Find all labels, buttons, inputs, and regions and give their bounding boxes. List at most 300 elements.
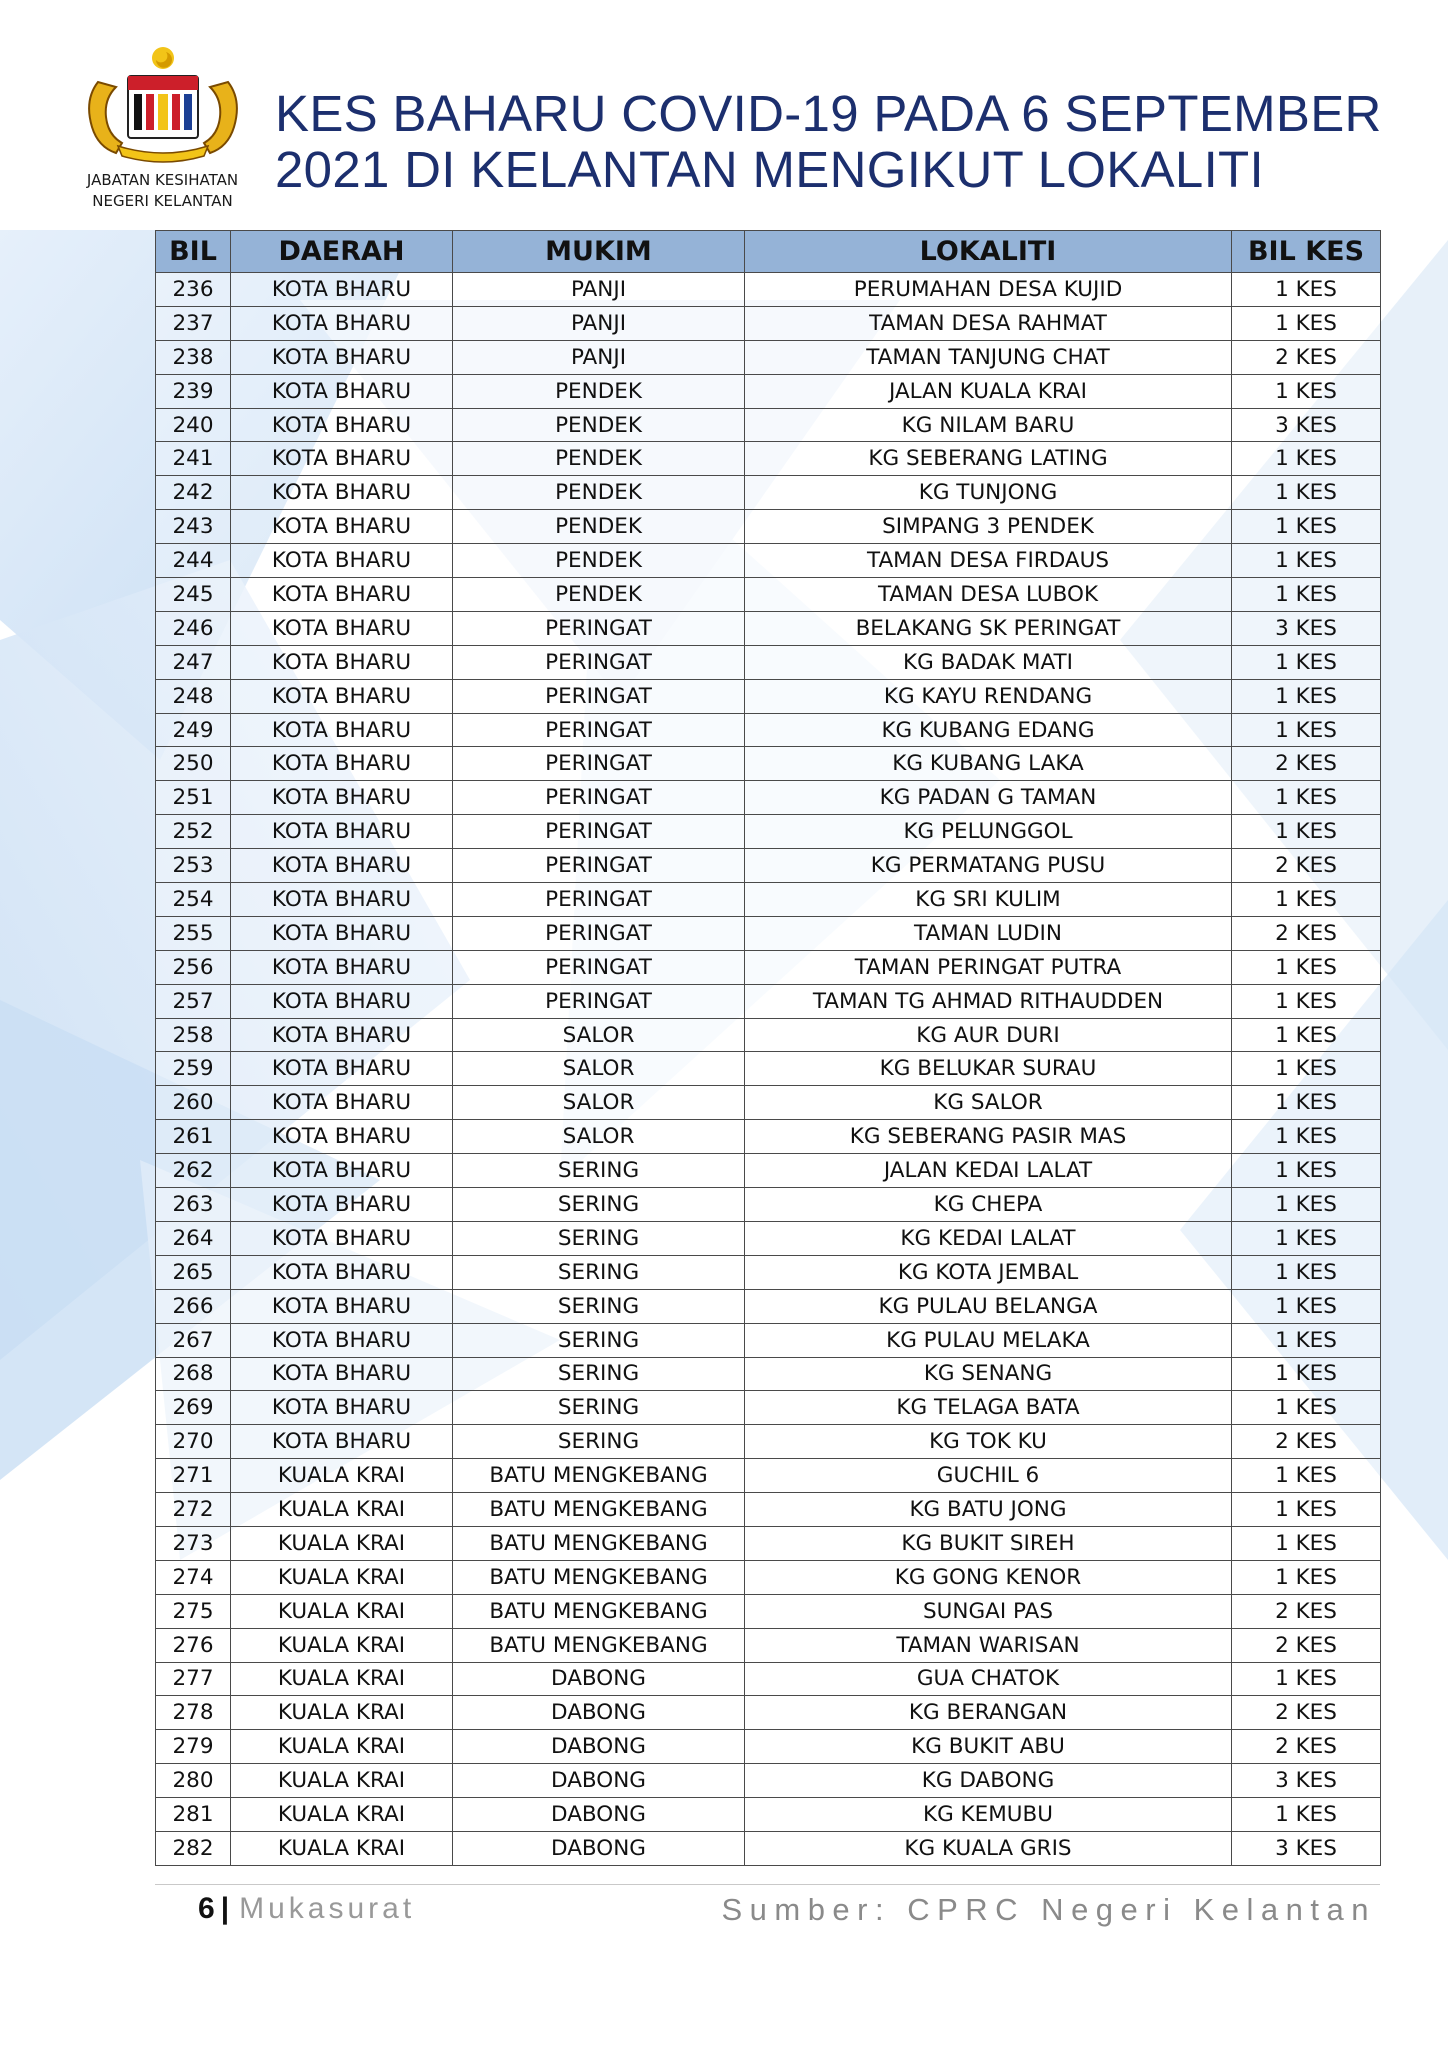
cell-bil-kes: 1 KES xyxy=(1232,1493,1381,1527)
table-row xyxy=(156,747,1381,781)
cell-mukim: SERING xyxy=(453,1425,745,1459)
page-label: Mukasurat xyxy=(239,1892,416,1925)
table-row xyxy=(156,374,1381,408)
cell-lokaliti: KG KAYU RENDANG xyxy=(745,679,1232,713)
table-row xyxy=(156,1628,1381,1662)
cell-mukim: PERINGAT xyxy=(453,747,745,781)
table-row xyxy=(156,1120,1381,1154)
cell-daerah: KUALA KRAI xyxy=(231,1459,453,1493)
cell-daerah: KOTA BHARU xyxy=(231,476,453,510)
cell-mukim: PERINGAT xyxy=(453,849,745,883)
cases-table xyxy=(155,230,1381,1866)
cell-mukim: PERINGAT xyxy=(453,950,745,984)
page-title xyxy=(275,86,1395,198)
cell-bil-kes: 1 KES xyxy=(1232,1391,1381,1425)
cell-bil: 242 xyxy=(156,476,231,510)
cell-bil-kes: 3 KES xyxy=(1232,611,1381,645)
cell-mukim: BATU MENGKEBANG xyxy=(453,1526,745,1560)
cell-mukim: PENDEK xyxy=(453,374,745,408)
cell-mukim: SALOR xyxy=(453,1120,745,1154)
cell-mukim: BATU MENGKEBANG xyxy=(453,1493,745,1527)
cell-daerah: KUALA KRAI xyxy=(231,1526,453,1560)
cell-bil: 264 xyxy=(156,1221,231,1255)
cell-bil: 278 xyxy=(156,1696,231,1730)
agency-name xyxy=(50,170,275,212)
cell-mukim: SALOR xyxy=(453,1052,745,1086)
cell-bil: 257 xyxy=(156,984,231,1018)
cell-mukim: PERINGAT xyxy=(453,611,745,645)
cell-mukim: SALOR xyxy=(453,1086,745,1120)
cell-lokaliti: KG SRI KULIM xyxy=(745,883,1232,917)
table-row xyxy=(156,1798,1381,1832)
cell-bil-kes: 2 KES xyxy=(1232,916,1381,950)
cell-lokaliti: TAMAN DESA RAHMAT xyxy=(745,306,1232,340)
cell-daerah: KUALA KRAI xyxy=(231,1798,453,1832)
cell-mukim: SERING xyxy=(453,1255,745,1289)
cell-bil: 268 xyxy=(156,1357,231,1391)
cell-lokaliti: KG KOTA JEMBAL xyxy=(745,1255,1232,1289)
cell-daerah: KOTA BHARU xyxy=(231,713,453,747)
cell-bil: 279 xyxy=(156,1730,231,1764)
cell-daerah: KOTA BHARU xyxy=(231,1052,453,1086)
cell-bil-kes: 1 KES xyxy=(1232,1120,1381,1154)
cell-bil-kes: 1 KES xyxy=(1232,1018,1381,1052)
table-row xyxy=(156,1018,1381,1052)
cell-lokaliti: KG KUBANG EDANG xyxy=(745,713,1232,747)
cell-bil: 236 xyxy=(156,273,231,307)
table-row xyxy=(156,1255,1381,1289)
cell-bil-kes: 2 KES xyxy=(1232,340,1381,374)
cell-lokaliti: TAMAN TANJUNG CHAT xyxy=(745,340,1232,374)
table-row xyxy=(156,984,1381,1018)
cell-mukim: PERINGAT xyxy=(453,679,745,713)
cell-daerah: KOTA BHARU xyxy=(231,984,453,1018)
cell-lokaliti: BELAKANG SK PERINGAT xyxy=(745,611,1232,645)
cell-bil: 237 xyxy=(156,306,231,340)
cell-lokaliti: KG KEMUBU xyxy=(745,1798,1232,1832)
table-row xyxy=(156,510,1381,544)
cell-lokaliti: KG TELAGA BATA xyxy=(745,1391,1232,1425)
cell-lokaliti: KG KEDAI LALAT xyxy=(745,1221,1232,1255)
footer-separator: | xyxy=(220,1892,230,1925)
cell-lokaliti: GUA CHATOK xyxy=(745,1662,1232,1696)
cell-daerah: KOTA BHARU xyxy=(231,1357,453,1391)
cell-lokaliti: KG PELUNGGOL xyxy=(745,815,1232,849)
cell-daerah: KUALA KRAI xyxy=(231,1764,453,1798)
cell-mukim: PERINGAT xyxy=(453,883,745,917)
cell-daerah: KOTA BHARU xyxy=(231,1188,453,1222)
cell-daerah: KOTA BHARU xyxy=(231,611,453,645)
cell-lokaliti: TAMAN PERINGAT PUTRA xyxy=(745,950,1232,984)
table-row xyxy=(156,645,1381,679)
cell-bil-kes: 1 KES xyxy=(1232,1798,1381,1832)
cell-bil: 244 xyxy=(156,544,231,578)
cell-lokaliti: GUCHIL 6 xyxy=(745,1459,1232,1493)
cell-lokaliti: KG BUKIT SIREH xyxy=(745,1526,1232,1560)
table-row xyxy=(156,1154,1381,1188)
cell-bil: 247 xyxy=(156,645,231,679)
table-row xyxy=(156,713,1381,747)
cell-bil-kes: 1 KES xyxy=(1232,1221,1381,1255)
cell-bil-kes: 2 KES xyxy=(1232,1628,1381,1662)
cell-bil-kes: 3 KES xyxy=(1232,1764,1381,1798)
cell-daerah: KOTA BHARU xyxy=(231,340,453,374)
cell-daerah: KOTA BHARU xyxy=(231,849,453,883)
cell-bil: 273 xyxy=(156,1526,231,1560)
cell-bil-kes: 1 KES xyxy=(1232,510,1381,544)
table-row xyxy=(156,781,1381,815)
cell-daerah: KOTA BHARU xyxy=(231,1255,453,1289)
cell-bil: 252 xyxy=(156,815,231,849)
agency-line-1: JABATAN KESIHATAN xyxy=(86,171,239,189)
cell-lokaliti: KG BERANGAN xyxy=(745,1696,1232,1730)
cell-daerah: KOTA BHARU xyxy=(231,544,453,578)
cell-bil: 256 xyxy=(156,950,231,984)
cell-bil: 282 xyxy=(156,1831,231,1865)
cell-bil: 248 xyxy=(156,679,231,713)
cell-bil: 250 xyxy=(156,747,231,781)
cell-mukim: SALOR xyxy=(453,1018,745,1052)
page-header xyxy=(0,0,1448,230)
cell-daerah: KUALA KRAI xyxy=(231,1594,453,1628)
cell-mukim: DABONG xyxy=(453,1831,745,1865)
cell-bil: 276 xyxy=(156,1628,231,1662)
table-row xyxy=(156,1493,1381,1527)
table-row xyxy=(156,1221,1381,1255)
title-line-2: 2021 DI KELANTAN MENGIKUT LOKALITI xyxy=(275,141,1264,198)
cell-bil-kes: 1 KES xyxy=(1232,1459,1381,1493)
cell-lokaliti: SIMPANG 3 PENDEK xyxy=(745,510,1232,544)
cell-bil-kes: 2 KES xyxy=(1232,1730,1381,1764)
cell-lokaliti: KG CHEPA xyxy=(745,1188,1232,1222)
cell-bil: 240 xyxy=(156,408,231,442)
cell-bil-kes: 2 KES xyxy=(1232,849,1381,883)
cell-lokaliti: JALAN KUALA KRAI xyxy=(745,374,1232,408)
cell-bil: 238 xyxy=(156,340,231,374)
table-row xyxy=(156,273,1381,307)
table-row xyxy=(156,306,1381,340)
cell-lokaliti: KG SENANG xyxy=(745,1357,1232,1391)
cell-daerah: KOTA BHARU xyxy=(231,815,453,849)
cell-bil-kes: 1 KES xyxy=(1232,306,1381,340)
cell-lokaliti: TAMAN DESA LUBOK xyxy=(745,578,1232,612)
cell-mukim: BATU MENGKEBANG xyxy=(453,1459,745,1493)
cell-bil-kes: 1 KES xyxy=(1232,1255,1381,1289)
column-header-bil: BIL xyxy=(156,231,231,273)
table-row xyxy=(156,408,1381,442)
cell-bil-kes: 1 KES xyxy=(1232,476,1381,510)
cell-daerah: KOTA BHARU xyxy=(231,408,453,442)
table-row xyxy=(156,476,1381,510)
cell-daerah: KUALA KRAI xyxy=(231,1730,453,1764)
cell-mukim: PERINGAT xyxy=(453,984,745,1018)
cases-table-container xyxy=(155,230,1380,1866)
cell-bil-kes: 1 KES xyxy=(1232,713,1381,747)
cell-bil: 267 xyxy=(156,1323,231,1357)
table-row xyxy=(156,950,1381,984)
cell-bil-kes: 1 KES xyxy=(1232,1154,1381,1188)
table-row xyxy=(156,1357,1381,1391)
cell-lokaliti: KG KUBANG LAKA xyxy=(745,747,1232,781)
table-row xyxy=(156,1594,1381,1628)
cell-daerah: KUALA KRAI xyxy=(231,1628,453,1662)
cell-bil-kes: 1 KES xyxy=(1232,645,1381,679)
table-row xyxy=(156,1188,1381,1222)
cell-bil-kes: 1 KES xyxy=(1232,1526,1381,1560)
cell-mukim: PENDEK xyxy=(453,510,745,544)
table-row xyxy=(156,1662,1381,1696)
cell-daerah: KOTA BHARU xyxy=(231,578,453,612)
table-row xyxy=(156,883,1381,917)
cell-bil-kes: 2 KES xyxy=(1232,1696,1381,1730)
cell-lokaliti: KG BELUKAR SURAU xyxy=(745,1052,1232,1086)
cell-bil: 260 xyxy=(156,1086,231,1120)
cell-lokaliti: KG BUKIT ABU xyxy=(745,1730,1232,1764)
cell-mukim: SERING xyxy=(453,1289,745,1323)
page-number-footer xyxy=(198,1892,415,1932)
cell-bil: 251 xyxy=(156,781,231,815)
cell-daerah: KOTA BHARU xyxy=(231,747,453,781)
table-row xyxy=(156,1526,1381,1560)
cell-mukim: PERINGAT xyxy=(453,781,745,815)
cell-mukim: PERINGAT xyxy=(453,916,745,950)
column-header-mukim: MUKIM xyxy=(453,231,745,273)
cell-mukim: PENDEK xyxy=(453,578,745,612)
table-row xyxy=(156,578,1381,612)
cell-daerah: KOTA BHARU xyxy=(231,273,453,307)
cell-mukim: PENDEK xyxy=(453,442,745,476)
table-row xyxy=(156,611,1381,645)
cell-bil-kes: 1 KES xyxy=(1232,984,1381,1018)
cell-daerah: KUALA KRAI xyxy=(231,1662,453,1696)
table-row xyxy=(156,1831,1381,1865)
cell-daerah: KOTA BHARU xyxy=(231,1086,453,1120)
cell-bil: 245 xyxy=(156,578,231,612)
cell-daerah: KOTA BHARU xyxy=(231,1289,453,1323)
cell-mukim: SERING xyxy=(453,1188,745,1222)
cell-bil: 266 xyxy=(156,1289,231,1323)
cell-bil-kes: 1 KES xyxy=(1232,1560,1381,1594)
cell-bil: 281 xyxy=(156,1798,231,1832)
cell-bil-kes: 1 KES xyxy=(1232,1188,1381,1222)
cell-mukim: PENDEK xyxy=(453,476,745,510)
cell-lokaliti: TAMAN DESA FIRDAUS xyxy=(745,544,1232,578)
cell-bil-kes: 1 KES xyxy=(1232,883,1381,917)
cell-lokaliti: TAMAN LUDIN xyxy=(745,916,1232,950)
table-row xyxy=(156,815,1381,849)
cell-mukim: PANJI xyxy=(453,273,745,307)
cell-mukim: BATU MENGKEBANG xyxy=(453,1560,745,1594)
cell-bil-kes: 2 KES xyxy=(1232,1425,1381,1459)
cell-mukim: SERING xyxy=(453,1154,745,1188)
table-row xyxy=(156,544,1381,578)
cell-bil: 275 xyxy=(156,1594,231,1628)
cell-lokaliti: KG DABONG xyxy=(745,1764,1232,1798)
cell-lokaliti: KG PULAU MELAKA xyxy=(745,1323,1232,1357)
cell-lokaliti: KG PADAN G TAMAN xyxy=(745,781,1232,815)
cell-bil-kes: 1 KES xyxy=(1232,1052,1381,1086)
cell-daerah: KOTA BHARU xyxy=(231,1221,453,1255)
cell-lokaliti: KG TOK KU xyxy=(745,1425,1232,1459)
cell-bil-kes: 2 KES xyxy=(1232,1594,1381,1628)
table-row xyxy=(156,1425,1381,1459)
cell-mukim: BATU MENGKEBANG xyxy=(453,1628,745,1662)
cell-lokaliti: KG PERMATANG PUSU xyxy=(745,849,1232,883)
cell-mukim: DABONG xyxy=(453,1730,745,1764)
table-row xyxy=(156,916,1381,950)
table-row xyxy=(156,1730,1381,1764)
cell-daerah: KOTA BHARU xyxy=(231,916,453,950)
cell-bil-kes: 1 KES xyxy=(1232,544,1381,578)
cell-mukim: BATU MENGKEBANG xyxy=(453,1594,745,1628)
cell-bil: 254 xyxy=(156,883,231,917)
cell-lokaliti: KG NILAM BARU xyxy=(745,408,1232,442)
cell-daerah: KOTA BHARU xyxy=(231,510,453,544)
page-number: 6 xyxy=(198,1892,215,1925)
cell-mukim: PENDEK xyxy=(453,408,745,442)
cell-bil-kes: 1 KES xyxy=(1232,442,1381,476)
cell-bil: 243 xyxy=(156,510,231,544)
cell-mukim: SERING xyxy=(453,1323,745,1357)
cell-mukim: SERING xyxy=(453,1221,745,1255)
cell-bil-kes: 3 KES xyxy=(1232,1831,1381,1865)
cell-lokaliti: JALAN KEDAI LALAT xyxy=(745,1154,1232,1188)
cell-lokaliti: KG AUR DURI xyxy=(745,1018,1232,1052)
footer-divider xyxy=(155,1884,1380,1885)
cell-bil: 262 xyxy=(156,1154,231,1188)
cell-bil: 253 xyxy=(156,849,231,883)
cell-bil-kes: 1 KES xyxy=(1232,1289,1381,1323)
cell-mukim: PERINGAT xyxy=(453,815,745,849)
cell-bil: 263 xyxy=(156,1188,231,1222)
table-row xyxy=(156,1391,1381,1425)
cell-bil-kes: 1 KES xyxy=(1232,950,1381,984)
cell-bil-kes: 1 KES xyxy=(1232,1357,1381,1391)
cell-bil: 255 xyxy=(156,916,231,950)
cell-lokaliti: KG BADAK MATI xyxy=(745,645,1232,679)
cell-daerah: KOTA BHARU xyxy=(231,679,453,713)
cell-lokaliti: TAMAN TG AHMAD RITHAUDDEN xyxy=(745,984,1232,1018)
cell-bil: 259 xyxy=(156,1052,231,1086)
cell-mukim: DABONG xyxy=(453,1662,745,1696)
cell-lokaliti: KG SEBERANG LATING xyxy=(745,442,1232,476)
cell-bil: 261 xyxy=(156,1120,231,1154)
cell-bil: 258 xyxy=(156,1018,231,1052)
cell-lokaliti: TAMAN WARISAN xyxy=(745,1628,1232,1662)
cell-daerah: KOTA BHARU xyxy=(231,1425,453,1459)
cell-daerah: KOTA BHARU xyxy=(231,442,453,476)
cell-lokaliti: KG PULAU BELANGA xyxy=(745,1289,1232,1323)
cell-mukim: DABONG xyxy=(453,1798,745,1832)
cell-lokaliti: KG SEBERANG PASIR MAS xyxy=(745,1120,1232,1154)
table-row xyxy=(156,1560,1381,1594)
cell-bil-kes: 1 KES xyxy=(1232,374,1381,408)
table-row xyxy=(156,1696,1381,1730)
cell-bil: 269 xyxy=(156,1391,231,1425)
table-row xyxy=(156,1459,1381,1493)
cell-bil: 249 xyxy=(156,713,231,747)
column-header-daerah: DAERAH xyxy=(231,231,453,273)
cell-mukim: SERING xyxy=(453,1391,745,1425)
cell-bil-kes: 1 KES xyxy=(1232,1662,1381,1696)
cell-bil-kes: 3 KES xyxy=(1232,408,1381,442)
coat-of-arms-logo xyxy=(78,42,248,172)
cell-bil: 270 xyxy=(156,1425,231,1459)
cell-daerah: KUALA KRAI xyxy=(231,1831,453,1865)
cell-lokaliti: KG KUALA GRIS xyxy=(745,1831,1232,1865)
column-header-lokaliti: LOKALITI xyxy=(745,231,1232,273)
cell-bil: 280 xyxy=(156,1764,231,1798)
cell-mukim: PANJI xyxy=(453,306,745,340)
cell-daerah: KUALA KRAI xyxy=(231,1696,453,1730)
agency-line-2: NEGERI KELANTAN xyxy=(92,192,233,210)
cell-bil: 272 xyxy=(156,1493,231,1527)
cell-lokaliti: KG GONG KENOR xyxy=(745,1560,1232,1594)
cell-mukim: PERINGAT xyxy=(453,713,745,747)
cell-lokaliti: KG BATU JONG xyxy=(745,1493,1232,1527)
cell-lokaliti: PERUMAHAN DESA KUJID xyxy=(745,273,1232,307)
cell-bil-kes: 2 KES xyxy=(1232,747,1381,781)
cell-bil-kes: 1 KES xyxy=(1232,781,1381,815)
table-row xyxy=(156,679,1381,713)
cell-bil: 277 xyxy=(156,1662,231,1696)
cell-daerah: KOTA BHARU xyxy=(231,1391,453,1425)
cell-bil-kes: 1 KES xyxy=(1232,1323,1381,1357)
cell-mukim: PERINGAT xyxy=(453,645,745,679)
table-row xyxy=(156,849,1381,883)
cell-bil: 239 xyxy=(156,374,231,408)
cell-daerah: KOTA BHARU xyxy=(231,781,453,815)
cell-daerah: KOTA BHARU xyxy=(231,645,453,679)
cell-daerah: KOTA BHARU xyxy=(231,306,453,340)
column-header-bil-kes: BIL KES xyxy=(1232,231,1381,273)
cell-daerah: KOTA BHARU xyxy=(231,950,453,984)
cell-daerah: KOTA BHARU xyxy=(231,1120,453,1154)
cell-lokaliti: KG TUNJONG xyxy=(745,476,1232,510)
cell-bil-kes: 1 KES xyxy=(1232,273,1381,307)
cell-daerah: KOTA BHARU xyxy=(231,1323,453,1357)
cell-mukim: DABONG xyxy=(453,1696,745,1730)
cell-bil-kes: 1 KES xyxy=(1232,1086,1381,1120)
cell-daerah: KOTA BHARU xyxy=(231,1154,453,1188)
cell-bil: 246 xyxy=(156,611,231,645)
cell-daerah: KUALA KRAI xyxy=(231,1560,453,1594)
cell-bil: 271 xyxy=(156,1459,231,1493)
table-row xyxy=(156,1764,1381,1798)
table-row xyxy=(156,1052,1381,1086)
cell-bil: 241 xyxy=(156,442,231,476)
cell-mukim: SERING xyxy=(453,1357,745,1391)
cell-mukim: PANJI xyxy=(453,340,745,374)
cell-bil: 274 xyxy=(156,1560,231,1594)
cell-lokaliti: SUNGAI PAS xyxy=(745,1594,1232,1628)
cell-daerah: KOTA BHARU xyxy=(231,1018,453,1052)
cell-bil-kes: 1 KES xyxy=(1232,578,1381,612)
table-row xyxy=(156,1086,1381,1120)
table-row xyxy=(156,1323,1381,1357)
table-row xyxy=(156,340,1381,374)
table-body xyxy=(156,273,1381,1866)
cell-lokaliti: KG SALOR xyxy=(745,1086,1232,1120)
cell-daerah: KOTA BHARU xyxy=(231,374,453,408)
table-row xyxy=(156,1289,1381,1323)
table-row xyxy=(156,442,1381,476)
cell-daerah: KOTA BHARU xyxy=(231,883,453,917)
cell-mukim: DABONG xyxy=(453,1764,745,1798)
cell-bil: 265 xyxy=(156,1255,231,1289)
cell-bil-kes: 1 KES xyxy=(1232,815,1381,849)
table-header-row xyxy=(156,231,1381,273)
